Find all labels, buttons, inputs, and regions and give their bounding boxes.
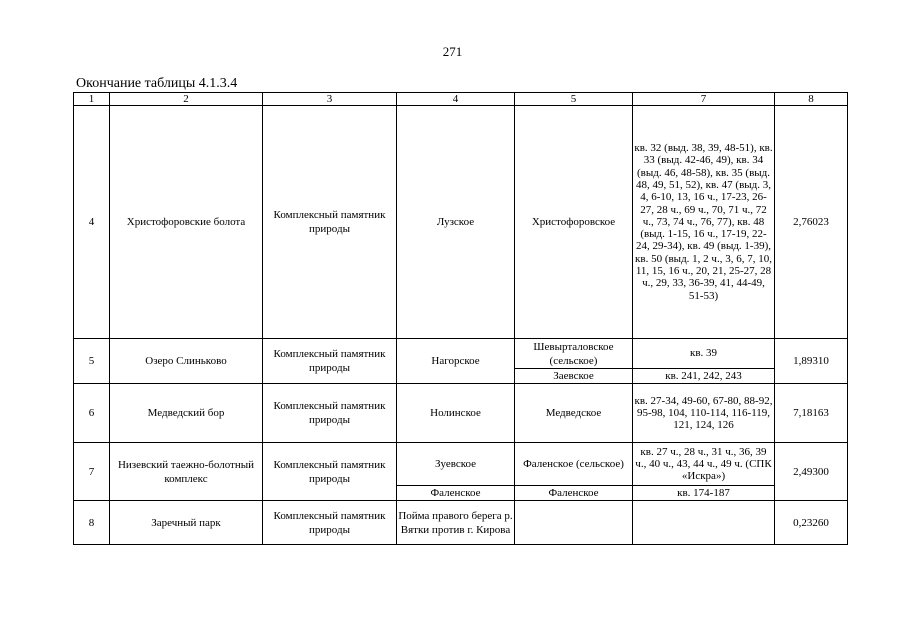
quarters-cell: кв. 174-187 [633,486,775,501]
header-cell: 2 [110,93,263,106]
header-cell: 5 [515,93,633,106]
row-number: 4 [74,106,110,339]
object-name: Низевский таежно-болотный комплекс [110,443,263,501]
table-row [74,384,848,443]
quarters-cell: кв. 39 [633,339,775,369]
area-cell: 1,89310 [775,339,848,384]
quarters-cell [633,501,775,545]
object-category: Комплексный памятник природы [263,501,397,545]
header-cell: 4 [397,93,515,106]
table-row [74,443,848,486]
table-row [74,106,848,339]
object-category: Комплексный памятник природы [263,106,397,339]
data-table [73,92,848,545]
quarters-cell: кв. 27-34, 49-60, 67-80, 88-92, 95-98, 104, 110-114, 116-119, 121, 124, 126 [633,384,775,443]
forestry-cell: Нолинское [397,384,515,443]
row-number: 7 [74,443,110,501]
quarters-cell: кв. 32 (выд. 38, 39, 48-51), кв. 33 (выд. 42-46, 49), кв. 34 (выд. 46, 48-58), кв. 35 (выд. 48, 49, 51, 52), кв. 47 (выд. 3, 4, 6-10, 13, 16 ч., 17-23, 26-27, 28 ч., 69 ч., 70, 71 ч., 72 ч., 73, 74 ч., 76, 77), кв. 48 (выд. 1-15, 16 ч., 17-19, 22-24, 29-34), кв. 49 (выд. 1-39), кв. 50 (выд. 1, 2 ч., 3, 6, 7, 10, 11, 15, 16 ч., 20, 21, 25-27, 28 ч., 29, 33, 36-39, 41, 44-49, 51-53) [633,106,775,339]
area-cell: 2,49300 [775,443,848,501]
district-cell: Христофоровское [515,106,633,339]
object-category: Комплексный памятник природы [263,443,397,501]
object-name: Озеро Слиньково [110,339,263,384]
object-category: Комплексный памятник природы [263,339,397,384]
table-caption: Окончание таблицы 4.1.3.4 [76,76,238,91]
forestry-cell: Лузское [397,106,515,339]
forestry-cell: Зуевское [397,443,515,486]
area-cell: 2,76023 [775,106,848,339]
object-name: Заречный парк [110,501,263,545]
page-number: 271 [442,44,463,59]
table-row [74,339,848,369]
district-cell: Фаленское (сельское) [515,443,633,486]
area-cell: 0,23260 [775,501,848,545]
forestry-cell: Фаленское [397,486,515,501]
row-number: 8 [74,501,110,545]
header-cell: 3 [263,93,397,106]
header-row [74,93,848,106]
district-cell: Заевское [515,369,633,384]
row-number: 5 [74,339,110,384]
district-cell: Медведское [515,384,633,443]
header-cell: 7 [633,93,775,106]
quarters-cell: кв. 241, 242, 243 [633,369,775,384]
forestry-cell: Нагорское [397,339,515,384]
header-cell: 1 [74,93,110,106]
object-name: Медведский бор [110,384,263,443]
object-category: Комплексный памятник природы [263,384,397,443]
forestry-cell: Пойма правого берега р. Вятки против г. Кирова [397,501,515,545]
table-row [74,501,848,545]
district-cell [515,501,633,545]
object-name: Христофоровские болота [110,106,263,339]
area-cell: 7,18163 [775,384,848,443]
quarters-cell: кв. 27 ч., 28 ч., 31 ч., 36, 39 ч., 40 ч., 43, 44 ч., 49 ч. (СПК «Искра») [633,443,775,486]
row-number: 6 [74,384,110,443]
header-cell: 8 [775,93,848,106]
district-cell: Фаленское [515,486,633,501]
district-cell: Шевырталовское (сельское) [515,339,633,369]
